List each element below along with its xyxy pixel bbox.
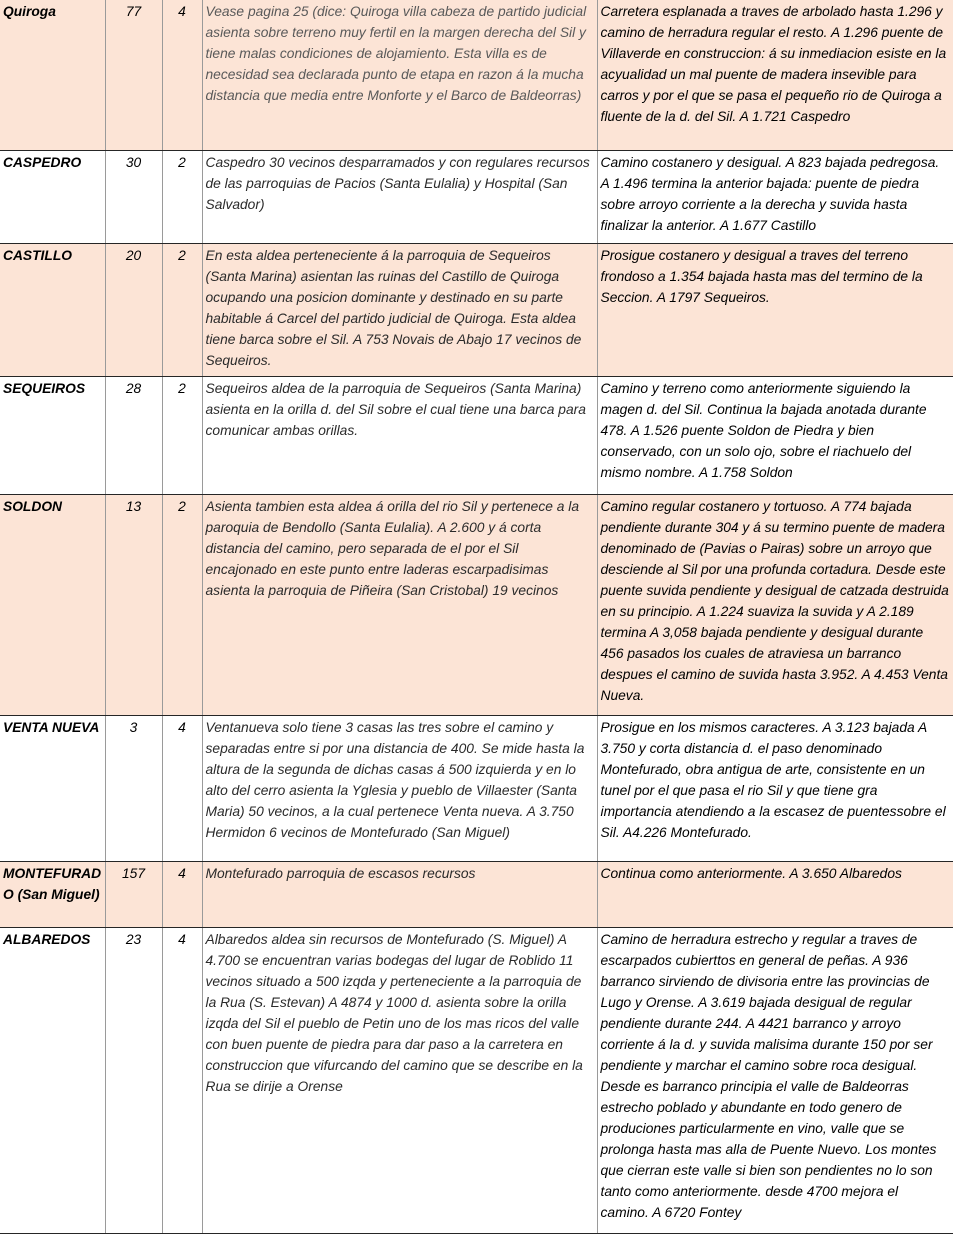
route-description: Camino y terreno como anteriormente siguiendo la magen d. del Sil. Continua la bajada anotada durante 478. A 1.526 puente Soldon de Piedra y bien conservado, con un solo ojo, sobre el riachuelo del mismo nombre. A 1.758 Soldon — [597, 376, 953, 494]
etapa-value: 2 — [162, 243, 202, 376]
place-notes: Montefurado parroquia de escasos recursos — [202, 861, 597, 927]
vecinos-count: 20 — [105, 243, 162, 376]
table-row — [0, 150, 953, 243]
etapa-value: 2 — [162, 376, 202, 494]
place-notes: Caspedro 30 vecinos desparramados y con regulares recursos de las parroquias de Pacios (Santa Eulalia) y Hospital (San Salvador) — [202, 150, 597, 243]
place-name: VENTA NUEVA — [0, 715, 105, 861]
vecinos-count: 28 — [105, 376, 162, 494]
route-description: Carretera esplanada a traves de arbolado hasta 1.296 y camino de herradura regular el resto. A 1.296 puente de Villaverde en construccion: á su inmediacion esiste en la acyualidad un mal puente de madera insevible para carros y por el que se pasa el pequeño rio de Quiroga a fluente de la d. del Sil. A 1.721 Caspedro — [597, 0, 953, 150]
place-name: CASTILLO — [0, 243, 105, 376]
vecinos-count: 30 — [105, 150, 162, 243]
table-row — [0, 715, 953, 861]
route-description: Camino de herradura estrecho y regular a traves de escarpados cubierttos en general de peñas. A 936 barranco sirviendo de divisoria entre las provincias de Lugo y Orense. A 3.619 bajada desigual de regular pendiente durante 244. A 4421 barranco y arroyo corriente á la d. y suvida malisima durante 150 por ser pendiente y marchar el camino sobre roca desigual. Desde es barranco principia el valle de Baldeorras estrecho poblado y abundante en todo genero de produciones particularmente en vino, valle que se prolonga hasta mas alla de Puente Nuevo. Los montes que cierran este valle si bien son pendientes no lo son tanto como anteriormente. desde 4700 mejora el camino. A 6720 Fontey — [597, 927, 953, 1233]
table-row — [0, 0, 953, 150]
etapa-value: 2 — [162, 150, 202, 243]
route-description: Camino regular costanero y tortuoso. A 774 bajada pendiente durante 304 y á su termino puente de madera denominado de (Pavias o Pairas) sobre un arroyo que desciende al Sil por una profunda cortadura. Desde este puente suvida pendiente y desigual de catzada destruida en su principio. A 1.224 suaviza la suvida y A 2.189 termina A 3,058 bajada pendiente y desigual durante 456 pasados los cuales de atraviesa un barranco despues el camino de suvida hasta 3.952. A 4.453 Venta Nueva. — [597, 494, 953, 715]
route-description: Camino costanero y desigual. A 823 bajada pedregosa. A 1.496 termina la anterior bajada: puente de piedra sobre arroyo corriente a la derecha y suvida hasta finalizar la anterior. A 1.677 Castillo — [597, 150, 953, 243]
place-name: MONTEFURADO (San Miguel) — [0, 861, 105, 927]
etapa-value: 2 — [162, 494, 202, 715]
table-row — [0, 376, 953, 494]
vecinos-count: 23 — [105, 927, 162, 1233]
vecinos-count: 77 — [105, 0, 162, 150]
place-notes: Vease pagina 25 (dice: Quiroga villa cabeza de partido judicial asienta sobre terreno muy fertil en la margen derecha del Sil y tiene malas condiciones de alojamiento. Esta villa es de necesidad sea declarada punto de etapa en razon á la mucha distancia que media entre Monforte y el Barco de Baldeorras) — [202, 0, 597, 150]
vecinos-count: 157 — [105, 861, 162, 927]
place-name: ALBAREDOS — [0, 927, 105, 1233]
etapa-value: 4 — [162, 927, 202, 1233]
place-name: SEQUEIROS — [0, 376, 105, 494]
table-row — [0, 927, 953, 1233]
place-notes: En esta aldea perteneciente á la parroquia de Sequeiros (Santa Marina) asientan las ruinas del Castillo de Quiroga ocupando una posicion dominante y destinado en su parte habitable á Carcel del partido judicial de Quiroga. Esta aldea tiene barca sobre el Sil. A 753 Novais de Abajo 17 vecinos de Sequeiros. — [202, 243, 597, 376]
place-notes: Sequeiros aldea de la parroquia de Sequeiros (Santa Marina) asienta en la orilla d. del Sil sobre el cual tiene una barca para comunicar ambas orillas. — [202, 376, 597, 494]
table-row — [0, 861, 953, 927]
vecinos-count: 3 — [105, 715, 162, 861]
etapa-value: 4 — [162, 861, 202, 927]
route-description: Prosigue en los mismos caracteres. A 3.123 bajada A 3.750 y corta distancia d. el paso denominado Montefurado, obra antigua de arte, consistente en un tunel por el que pasa el rio Sil y que tiene gra importancia atendiendo a la escasez de puentessobre el Sil. A4.226 Montefurado. — [597, 715, 953, 861]
vecinos-count: 13 — [105, 494, 162, 715]
place-notes: Asienta tambien esta aldea á orilla del rio Sil y pertenece a la paroquia de Bendollo (Santa Eulalia). A 2.600 y á corta distancia del camino, pero separada de el por el Sil encajonado en este punto entre laderas escarpadisimas asienta la parroquia de Piñeira (San Cristobal) 19 vecinos — [202, 494, 597, 715]
place-name: Quiroga — [0, 0, 105, 150]
place-name: SOLDON — [0, 494, 105, 715]
etapa-value: 4 — [162, 715, 202, 861]
place-name: CASPEDRO — [0, 150, 105, 243]
route-description: Prosigue costanero y desigual a traves del terreno frondoso a 1.354 bajada hasta mas del termino de la Seccion. A 1797 Sequeiros. — [597, 243, 953, 376]
place-notes: Albaredos aldea sin recursos de Montefurado (S. Miguel) A 4.700 se encuentran varias bodegas del lugar de Roblido 11 vecinos situado a 500 izqda y perteneciente a la parroquia de la Rua (S. Estevan) A 4874 y 1000 d. asienta sobre la orilla izqda del Sil el pueblo de Petin uno de los mas ricos del valle con buen puente de piedra para dar paso a la carretera en construccion que vifurcando del camino que se describe en la Rua se dirije a Orense — [202, 927, 597, 1233]
place-notes: Ventanueva solo tiene 3 casas las tres sobre el camino y separadas entre si por una distancia de 400. Se mide hasta la altura de la segunda de dichas casas á 500 izquierda y en lo alto del cerro asienta la Yglesia y pueblo de Villaester (Santa Maria) 50 vecinos, a la cual pertenece Venta nueva. A 3.750 Hermidon 6 vecinos de Montefurado (San Miguel) — [202, 715, 597, 861]
table-row — [0, 494, 953, 715]
etapa-value: 4 — [162, 0, 202, 150]
route-description: Continua como anteriormente. A 3.650 Albaredos — [597, 861, 953, 927]
table-row — [0, 243, 953, 376]
